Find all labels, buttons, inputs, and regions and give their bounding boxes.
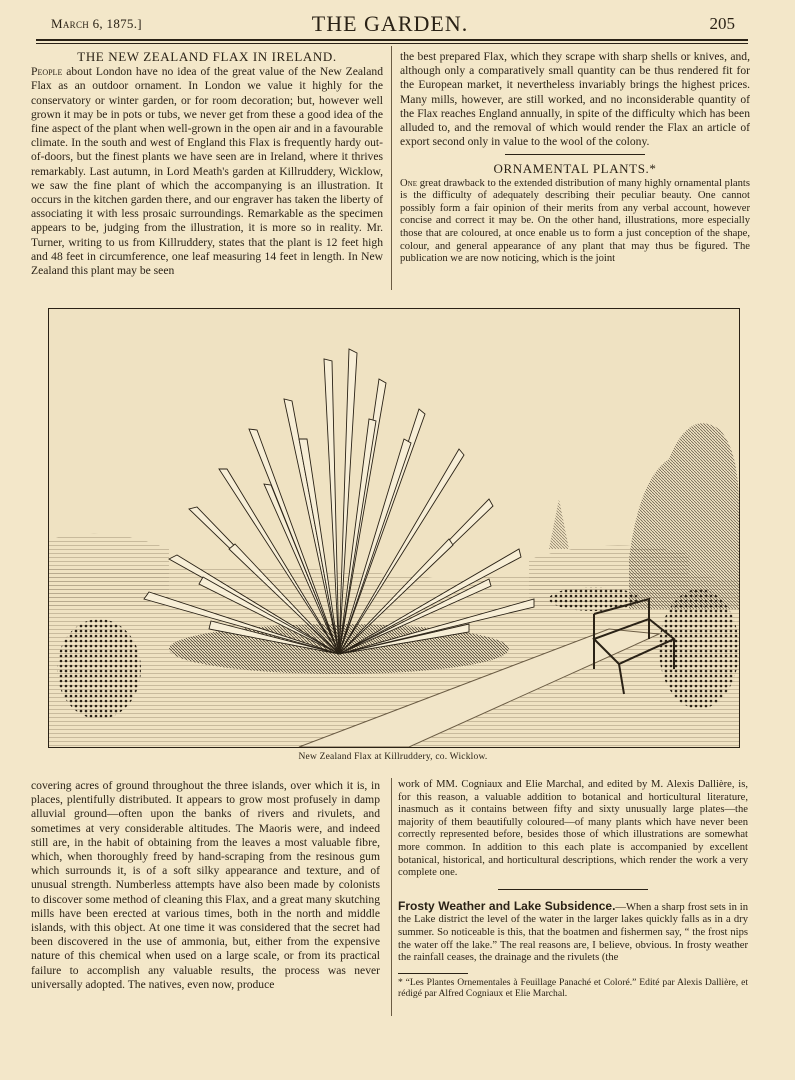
flax-engraving (49, 309, 739, 747)
flax-continuation-left: covering acres of ground throughout the three islands, over which it is, in places, plentifully distributed. It appears to grow most profusely in damp alluvial ground—often upon the banks of rivers and rivulets, and sometimes at very considerable altitudes. The Maoris were, and indeed still are, in the habit of obtaining from the leaves a most valuable fibre, which, when thoroughly freed by hand-scraping from the resinous gum which surrounds it, is of a soft silky appearance and texture, and of unusual strength. Numberless attempts have also been made by colonists to discover some method of cleaning this Flax, and a great many skutching mills have been erected at various times, both in the north and middle islands, with this object. At one time it was considered that the secret had been discovered in the use of ammonia, but, either from the expensive nature of this chemical when used on a large scale, or from its practical failure to accomplish any valuable results, the process was never universally adopted. The natives, even now, produce (31, 779, 380, 991)
ornamental-paragraph (400, 178, 750, 266)
frosty-article-paragraph (398, 900, 748, 965)
flax-article-continued (31, 779, 380, 992)
column-divider-bottom (391, 778, 392, 1016)
ornamental-heading: ORNAMENTAL PLANTS.* (493, 161, 657, 177)
frosty-article-text: —When a sharp frost sets in in the Lake district the level of the water in the larger lakes quickly falls as in a dry summer. So noticeable is this, that the boatmen and fishermen say, “ the frost nips the water off the lake.” The real reasons are, I believe, obvious. In frosty weather the rainfall ceases, the drainage and the rivulets (the (398, 901, 748, 964)
right-column-top (400, 50, 750, 266)
page-number: 205 (709, 14, 735, 33)
frosty-article-heading: Frosty Weather and Lake Subsidence. (398, 898, 616, 913)
right-column-bottom (398, 779, 748, 1000)
flax-paragraph-text: about London have no idea of the great value of the New Zealand Flax as an outdoor ornament. In London we value it highly for the conservatory or winter garden, or for room decoration; but, however well grown it may be in pots or tubs, we never get from these a good idea of the fine aspect of the plant when well-grown in the open air and in a favourable climate. In the south and west of England this Flax is frequently hardy out-of-doors, but the finest plants we have seen are in Ireland, where it thrives remarkably. Last autumn, in Lord Meath's garden at Killruddery, Wicklow, we saw the fine plant of which the accompanying is an illustration. It occurs in the kitchen garden there, and our engraver has taken the liberty of associating it with less prosaic surroundings. Remarkable as the specimen appears to be, judging from the illustration, it is more so in reality. Mr. Turner, writing to us from Killruddery, states that the plant is 12 feet high and 48 feet in circumference, one leaf measuring 14 feet in length. In New Zealand this plant may be seen (31, 65, 383, 278)
figure-caption: New Zealand Flax at Killruddery, co. Wicklow. (298, 752, 488, 762)
footnote: * “Les Plantes Ornementales à Feuillage Panaché et Coloré.” Edité par Alexis Dallière, et rédigé par Alfred Cogniaux et Elie Marchal. (398, 976, 748, 1000)
flax-continuation-right: the best prepared Flax, which they scrape with sharp shells or knives, and, although only a comparatively small quantity can be thus rendered fit for the European market, it nevertheless invariably brings the highest prices. Many mills, however, are still worked, and no inconsiderable quantity of the Flax reaches England annually, in spite of the difficulty which has been alluded to, and the removal of which would render the Flax an article of export second only in value to the wool of the colony. (400, 50, 750, 149)
ornamental-paragraph-text: great drawback to the extended distribution of many highly ornamental plants is the difficulty of adequately describing their peculiar beauty. One cannot possibly form a fair opinion of their merits from any verbal account, however concise and correct it may be. On the other hand, illustrations, more especially those that are coloured, at once enable us to form a just conception of the shape, colour, and general appearance of any plant that may thus be figured. The publication we are now noticing, which is the joint (400, 177, 750, 265)
header-rule-thin (36, 43, 748, 44)
issue-date: March 6, 1875.] (51, 16, 142, 31)
ornamental-continuation: work of MM. Cogniaux and Elie Marchal, and edited by M. Alexis Dallière, is, for this reason, a valuable addition to botanical and horticultural literature, inasmuch as it contains between fifty and sixty unusually large plates—the majority of them beautifully coloured—of many plants which have never been correctly represented before, besides those of which illustrations are somewhat more common. In addition to this each plate is accompanied by excellent botanical, historical, and horticultural descriptions, which render the work a very complete one. (398, 779, 748, 879)
section-rule-2 (498, 889, 648, 890)
flax-illustration (48, 308, 740, 748)
ornamental-lead-word: One (400, 177, 417, 189)
page-header (35, 10, 745, 38)
masthead-title: THE GARDEN. (311, 11, 469, 36)
footnote-rule (398, 973, 468, 974)
flax-article-heading: THE NEW ZEALAND FLAX IN IRELAND. (77, 49, 337, 64)
flax-lead-word: People (31, 65, 63, 79)
header-rule (36, 39, 748, 41)
flax-article-paragraph (31, 65, 383, 278)
flax-article-top (31, 50, 383, 278)
section-rule (505, 154, 645, 155)
column-divider-top (391, 46, 392, 290)
